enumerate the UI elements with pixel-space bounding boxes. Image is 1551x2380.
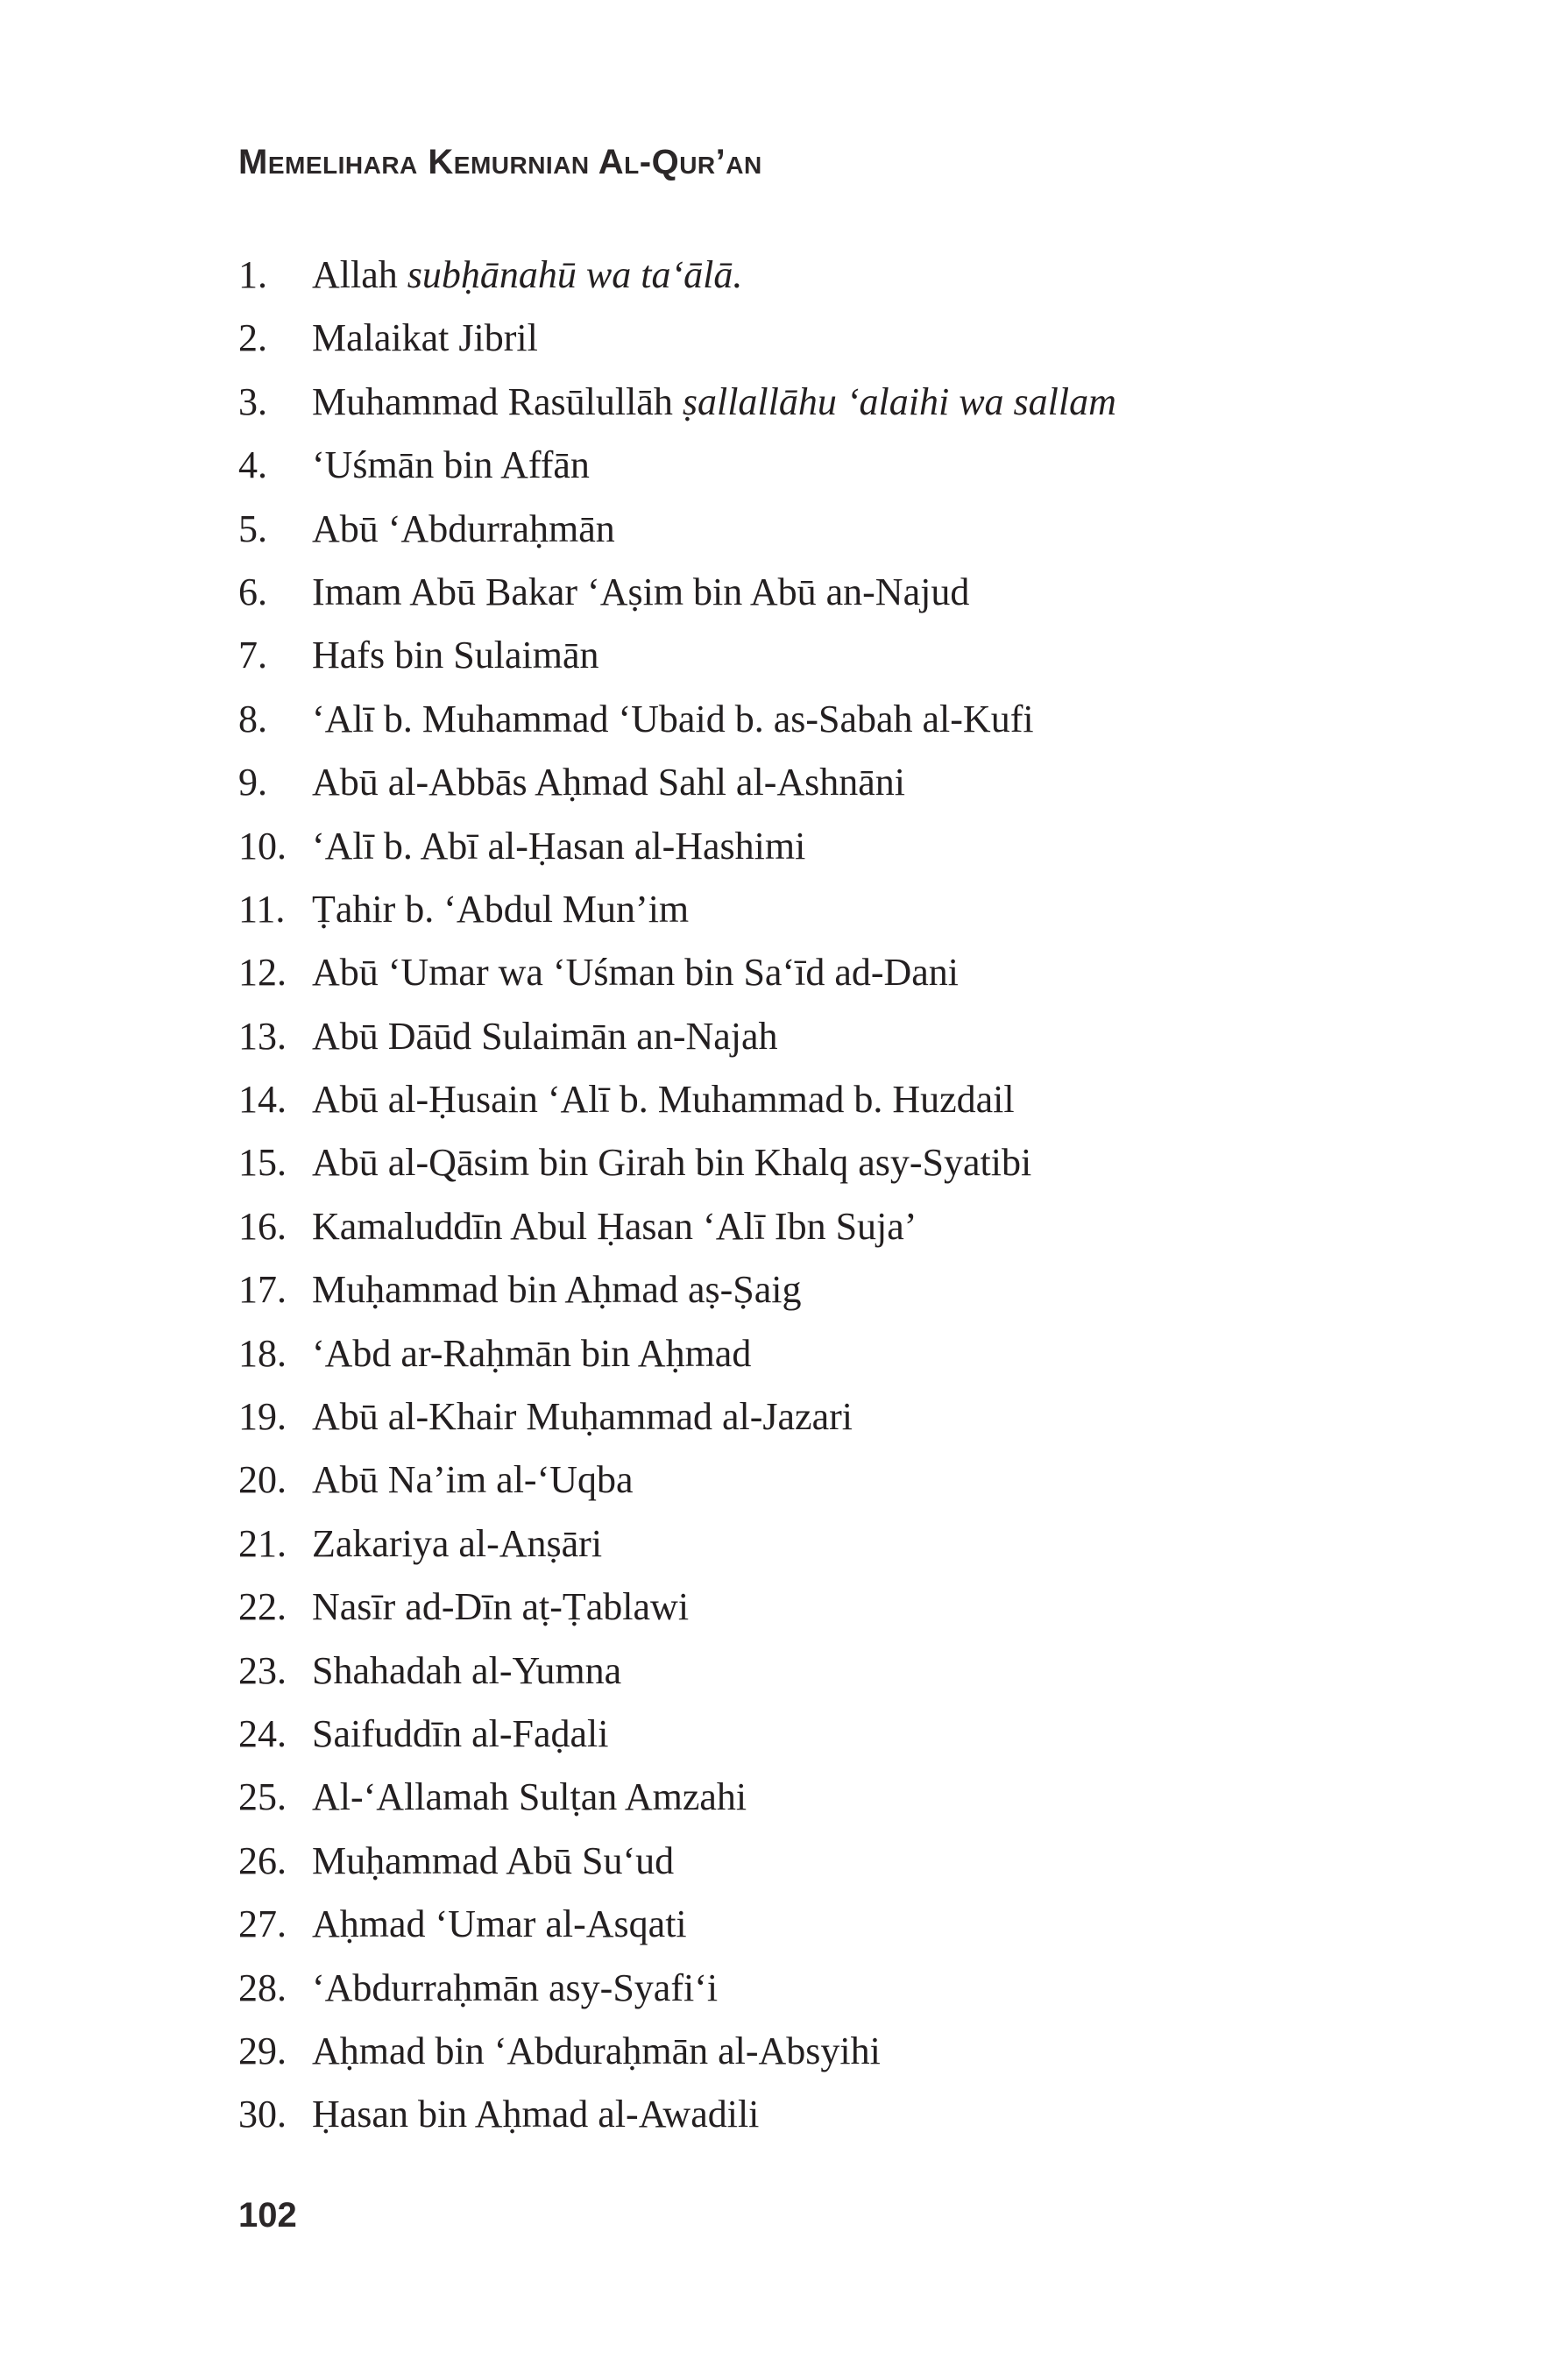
list-item [238,1322,1116,1385]
list-item [238,1640,1116,1703]
list-item [238,1258,1116,1321]
list-item [238,751,1116,814]
list-item-honorific: subḥānahū wa ta‘ālā. [407,253,743,296]
list-item [238,434,1116,497]
list-item [238,1766,1116,1829]
list-item-number: 24. [238,1711,287,1755]
list-item-name: Saifuddīn al-Faḍali [312,1711,609,1755]
list-item-name: ‘Abdurraḥmān asy-Syafi‘i [312,1966,719,2009]
list-item-name: Kamaluddīn Abul Ḥasan ‘Alī Ibn Suja’ [312,1204,917,1248]
list-item-name: Imam Abū Bakar ‘Aṣim bin Abū an-Najud [312,570,970,613]
list-item [238,244,1116,307]
list-item [238,498,1116,561]
list-item-name: Allah [312,253,398,296]
list-item-name: Abū Na’im al-‘Uqba [312,1458,634,1502]
list-item [238,1512,1116,1576]
list-item [238,941,1116,1004]
list-item-number: 1. [238,253,267,296]
list-item [238,371,1116,434]
list-item [238,1703,1116,1766]
list-item-name: Ṭahir b. ‘Abdul Mun’im [312,887,690,931]
list-item-number: 4. [238,443,267,487]
list-item-name: Aḥmad bin ‘Abduraḥmān al-Absyihi [312,2029,881,2072]
list-item-number: 13. [238,1014,287,1058]
running-title: Memelihara Kemurnian Al-Qur’an [238,143,762,181]
list-item-number: 30. [238,2093,287,2136]
list-item-number: 9. [238,761,267,804]
list-item-number: 7. [238,634,267,677]
list-item-number: 22. [238,1585,287,1629]
list-item-name: ‘Alī b. Muhammad ‘Ubaid b. as-Sabah al-Kufi [312,697,1034,740]
list-item-number: 27. [238,1902,287,1946]
list-item-name: Nasīr ad-Dīn aṭ-Ṭablawi [312,1585,690,1629]
list-item [238,307,1116,370]
list-item-number: 12. [238,951,287,995]
list-item [238,1131,1116,1194]
list-item-honorific: ṣallallāhu ‘alaihi wa sallam [682,379,1116,423]
list-item-number: 3. [238,379,267,423]
list-item-number: 28. [238,1966,287,2009]
list-item [238,1005,1116,1068]
list-item-name: Zakariya al-Anṣāri [312,1521,603,1565]
list-item [238,624,1116,687]
list-item-number: 8. [238,697,267,740]
list-item-name: Abū Dāūd Sulaimān an-Najah [312,1014,778,1058]
page-number: 102 [238,2196,297,2235]
list-item-name: Abū al-Qāsim bin Girah bin Khalq asy-Syatibi [312,1141,1032,1185]
list-item-name: Hafs bin Sulaimān [312,634,599,677]
list-item-name: Abū al-Khair Muḥammad al-Jazari [312,1395,853,1439]
list-item [238,878,1116,941]
list-item-name: ‘Abd ar-Raḥmān bin Aḥmad [312,1331,752,1375]
list-item [238,1893,1116,1956]
list-item-number: 29. [238,2029,287,2072]
list-item-number: 25. [238,1775,287,1819]
list-item-name: Aḥmad ‘Umar al-Asqati [312,1902,687,1946]
list-item-number: 23. [238,1648,287,1692]
list-item-name: Abū ‘Umar wa ‘Uśman bin Sa‘īd ad-Dani [312,951,960,995]
list-item-name: Ḥasan bin Aḥmad al-Awadili [312,2093,760,2136]
list-item-number: 6. [238,570,267,613]
list-item-number: 15. [238,1141,287,1185]
list-item-number: 21. [238,1521,287,1565]
list-item-name: Abū al-Ḥusain ‘Alī b. Muhammad b. Huzdail [312,1078,1015,1122]
list-item-number: 11. [238,887,286,931]
list-item-name: Shahadah al-Yumna [312,1648,622,1692]
list-item [238,1576,1116,1639]
list-item-name: Muḥammad Abū Su‘ud [312,1838,675,1882]
list-item [238,1957,1116,2020]
list-item-name: ‘Uśmān bin Affān [312,443,590,487]
list-item [238,561,1116,624]
list-item [238,1449,1116,1512]
chain-of-narrators-list [238,244,1116,2147]
list-item-name: Abū al-Abbās Aḥmad Sahl al-Ashnāni [312,761,905,804]
list-item [238,815,1116,878]
list-item [238,1068,1116,1131]
list-item [238,1385,1116,1449]
list-item-number: 26. [238,1838,287,1882]
list-item-number: 16. [238,1204,287,1248]
list-item [238,1830,1116,1893]
list-item-number: 2. [238,316,267,360]
list-item [238,2083,1116,2146]
list-item-name: Al-‘Allamah Sulṭan Amzahi [312,1775,747,1819]
list-item-number: 5. [238,506,267,550]
list-item-number: 18. [238,1331,287,1375]
list-item-name: Muhammad Rasūlullāh [312,379,673,423]
list-item [238,688,1116,751]
list-item [238,1195,1116,1258]
list-item-name: ‘Alī b. Abī al-Ḥasan al-Hashimi [312,824,806,868]
list-item-number: 14. [238,1078,287,1122]
list-item-name: Muḥammad bin Aḥmad aṣ-Ṣaig [312,1268,802,1312]
list-item-number: 20. [238,1458,287,1502]
list-item-number: 10. [238,824,287,868]
list-item [238,2020,1116,2083]
list-item-name: Abū ‘Abdurraḥmān [312,506,615,550]
list-item-number: 19. [238,1395,287,1439]
list-item-name: Malaikat Jibril [312,316,538,360]
list-item-number: 17. [238,1268,287,1312]
